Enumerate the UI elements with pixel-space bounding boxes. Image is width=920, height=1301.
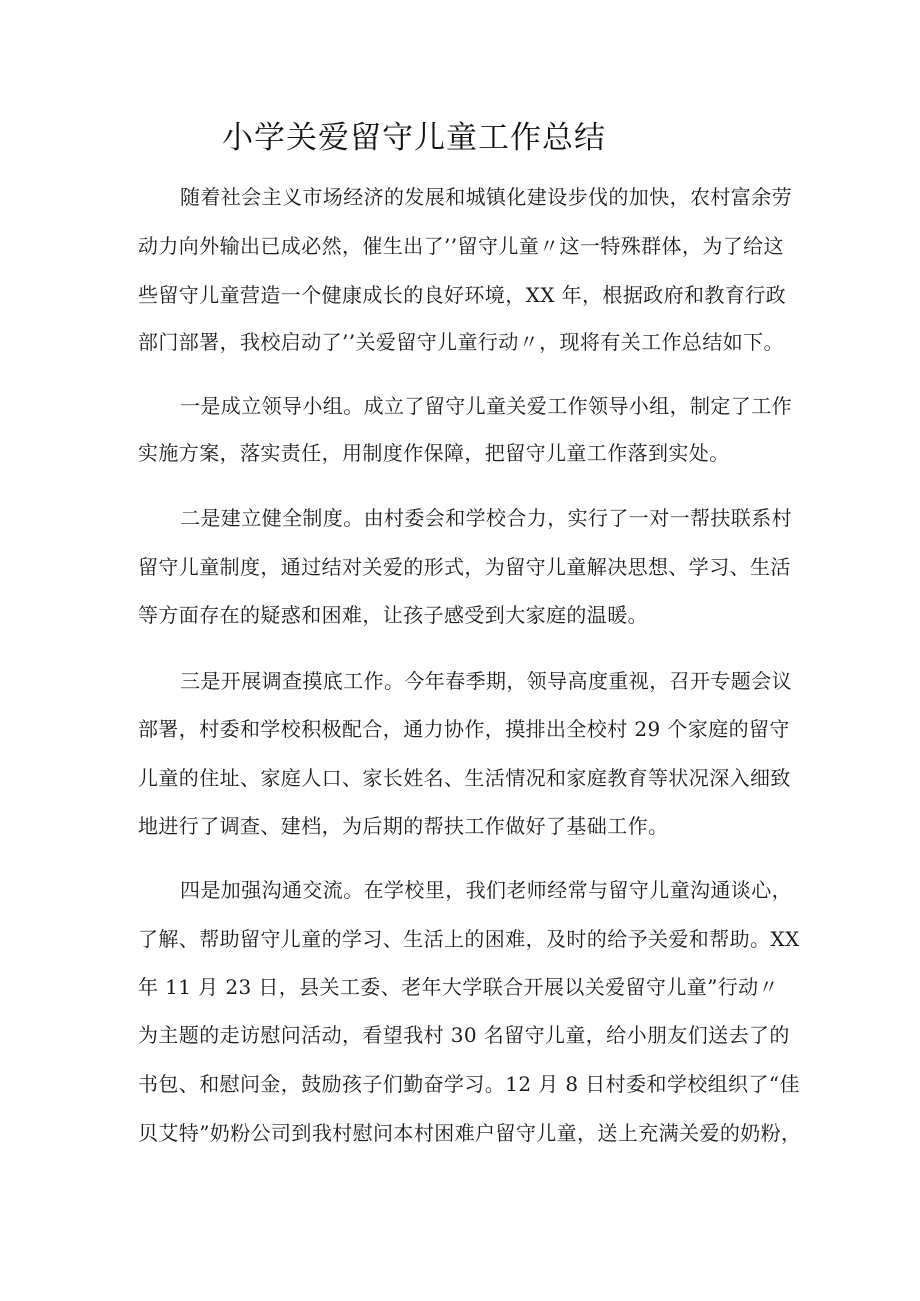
text-line: 一是成立领导小组。成立了留守儿童关爱工作领导小组，制定了工作 xyxy=(180,394,792,418)
text-line: 了解、帮助留守儿童的学习、生活上的困难，及时的给予关爱和帮助。XX xyxy=(138,927,800,951)
text-line: 随着社会主义市场经济的发展和城镇化建设步伐的加快，农村富余劳 xyxy=(180,185,792,209)
text-line: 部门部署，我校启动了’’关爱留守儿童行动〃，现将有关工作总结如下。 xyxy=(138,330,784,354)
text-line: 地进行了调查、建档，为后期的帮扶工作做好了基础工作。 xyxy=(138,814,669,838)
text-line: 儿童的住址、家庭人口、家长姓名、生活情况和家庭教育等状况深入细致 xyxy=(138,766,791,790)
text-line: 二是建立健全制度。由村委会和学校合力，实行了一对一帮扶联系村 xyxy=(180,506,792,530)
text-line: 留守儿童制度，通过结对关爱的形式，为留守儿童解决思想、学习、生活 xyxy=(138,555,791,579)
document-title: 小学关爱留守儿童工作总结 xyxy=(222,120,606,156)
text-line: 三是开展调查摸底工作。今年春季期，领导高度重视，召开专题会议 xyxy=(180,669,792,693)
text-line: 四是加强沟通交流。在学校里，我们老师经常与留守儿童沟通谈心， xyxy=(180,878,792,902)
text-line: 为主题的走访慰问活动，看望我村 30 名留守儿童，给小朋友们送去了的 xyxy=(138,1023,790,1047)
text-line: 书包、和慰问金，鼓励孩子们勤奋学习。12 月 8 日村委和学校组织了“佳 xyxy=(138,1072,800,1096)
text-line: 些留守儿童营造一个健康成长的良好环境，XX 年，根据政府和教育行政 xyxy=(138,283,787,307)
text-line: 实施方案，落实责任，用制度作保障，把留守儿童工作落到实处。 xyxy=(138,441,730,465)
text-line: 部署，村委和学校积极配合，通力协作，摸排出全校村 29 个家庭的留守 xyxy=(138,717,790,741)
text-line: 动力向外输出已成必然，催生出了’’留守儿童〃这一特殊群体，为了给这 xyxy=(138,234,784,258)
text-line: 年 11 月 23 日，县关工委、老年大学联合开展以关爱留守儿童”行动〃 xyxy=(138,975,779,999)
text-line: 等方面存在的疑惑和困难，让孩子感受到大家庭的温暖。 xyxy=(138,603,648,627)
text-line: 贝艾特”奶粉公司到我村慰问本村困难户留守儿童，送上充满关爱的奶粉， xyxy=(138,1121,802,1145)
